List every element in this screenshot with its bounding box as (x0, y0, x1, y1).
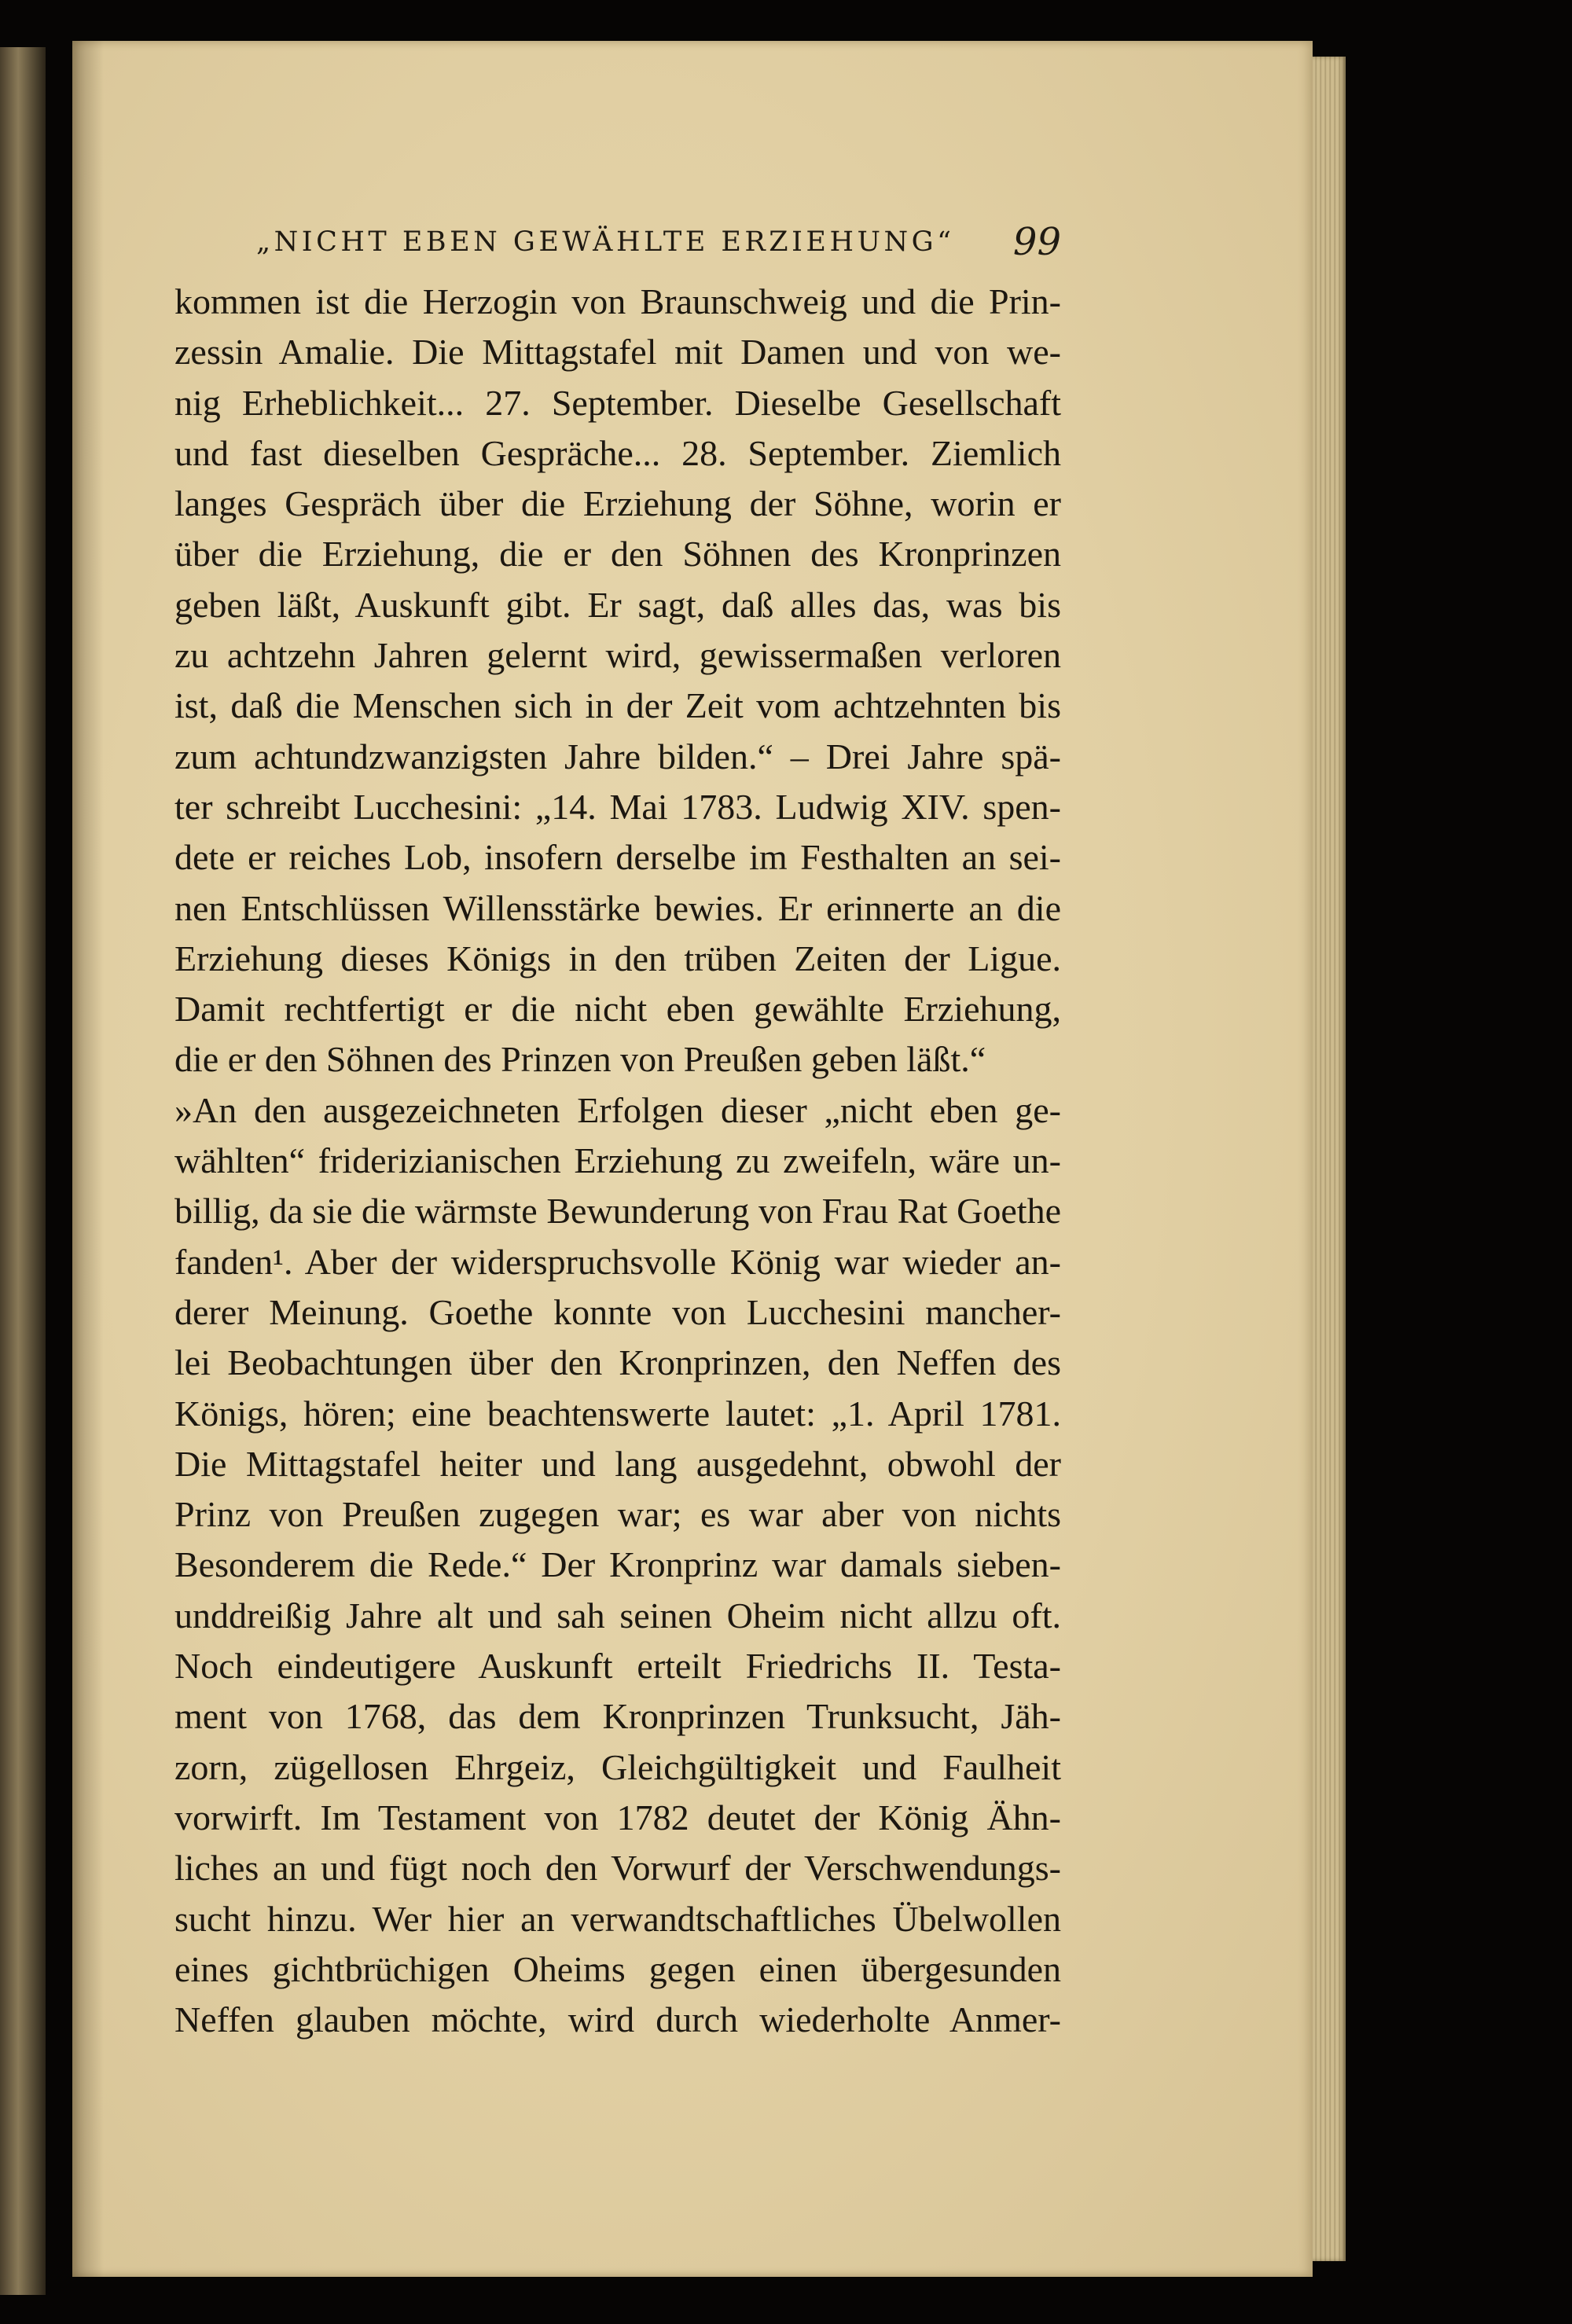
text-line: zu achtzehn Jahren gelernt wird, gewissermaßen verloren (174, 635, 1061, 676)
facing-page-edge (0, 47, 46, 2295)
text-line: fanden¹. Aber der widerspruchsvolle König war wieder an- (174, 1241, 1061, 1282)
text-line: langes Gespräch über die Erziehung der Söhne, worin er (174, 483, 1061, 524)
text-line: Erziehung dieses Königs in den trüben Zeiten der Ligue. (174, 938, 1061, 978)
text-line: nig Erheblichkeit... 27. September. Dieselbe Gesellschaft (174, 382, 1061, 423)
running-head (256, 222, 1061, 269)
text-line: Die Mittagstafel heiter und lang ausgedehnt, obwohl der (174, 1443, 1061, 1484)
text-line: »An den ausgezeichneten Erfolgen dieser „nicht eben ge- (174, 1089, 1061, 1130)
text-line: zorn, zügellosen Ehrgeiz, Gleichgültigkeit und Faulheit (174, 1746, 1061, 1787)
text-line: geben läßt, Auskunft gibt. Er sagt, daß alles das, was bis (174, 584, 1061, 625)
text-line: zum achtundzwanzigsten Jahre bilden.“ – Drei Jahre spä- (174, 736, 1061, 777)
text-line: vorwirft. Im Testament von 1782 deutet der König Ähn- (174, 1797, 1061, 1838)
text-line: zessin Amalie. Die Mittagstafel mit Damen und von we- (174, 332, 1061, 373)
text-line: Besonderem die Rede.“ Der Kronprinz war damals sieben- (174, 1544, 1061, 1585)
text-line: derer Meinung. Goethe konnte von Lucchesini mancher- (174, 1291, 1061, 1332)
text-line: liches an und fügt noch den Vorwurf der Verschwendungs- (174, 1848, 1061, 1889)
text-line: Damit rechtfertigt er die nicht eben gewählte Erziehung, (174, 989, 1061, 1030)
text-line: eines gichtbrüchigen Oheims gegen einen übergesunden (174, 1948, 1061, 1989)
chapter-title: „NICHT EBEN GEWÄHLTE ERZIEHUNG“ (256, 226, 955, 258)
text-line: über die Erziehung, die er den Söhnen des Kronprinzen (174, 534, 1061, 575)
body-text (174, 277, 1061, 2045)
text-line: Neffen glauben möchte, wird durch wiederholte Anmer- (174, 1999, 1061, 2040)
page-number: 99 (1012, 220, 1061, 264)
text-line: die er den Söhnen des Prinzen von Preußen geben läßt.“ (174, 1039, 986, 1080)
page-stack-edge (1313, 57, 1346, 2261)
gutter-shadow (72, 41, 104, 2277)
text-line: dete er reiches Lob, insofern derselbe im Festhalten an sei- (174, 837, 1061, 878)
text-line: und fast dieselben Gespräche... 28. September. Ziemlich (174, 432, 1061, 473)
text-line: ment von 1768, das dem Kronprinzen Trunksucht, Jäh- (174, 1696, 1061, 1737)
text-line: wählten“ friderizianischen Erziehung zu zweifeln, wäre un- (174, 1140, 1061, 1181)
text-line: Königs, hören; eine beachtenswerte lautet: „1. April 1781. (174, 1393, 1061, 1434)
text-line: Prinz von Preußen zugegen war; es war aber von nichts (174, 1494, 1061, 1535)
text-line: Noch eindeutigere Auskunft erteilt Friedrichs II. Testa- (174, 1646, 1061, 1687)
text-line: sucht hinzu. Wer hier an verwandtschaftliches Übelwollen (174, 1898, 1061, 1939)
text-line: nen Entschlüssen Willensstärke bewies. Er erinnerte an die (174, 887, 1061, 928)
text-line: unddreißig Jahre alt und sah seinen Oheim nicht allzu oft. (174, 1595, 1061, 1636)
text-line: ter schreibt Lucchesini: „14. Mai 1783. Ludwig XIV. spen- (174, 786, 1061, 827)
text-line: billig, da sie die wärmste Bewunderung von Frau Rat Goethe (174, 1191, 1061, 1232)
text-line: ist, daß die Menschen sich in der Zeit vom achtzehnten bis (174, 685, 1061, 726)
text-line: lei Beobachtungen über den Kronprinzen, den Neffen des (174, 1342, 1061, 1383)
text-line: kommen ist die Herzogin von Braunschweig und die Prin- (174, 281, 1061, 321)
